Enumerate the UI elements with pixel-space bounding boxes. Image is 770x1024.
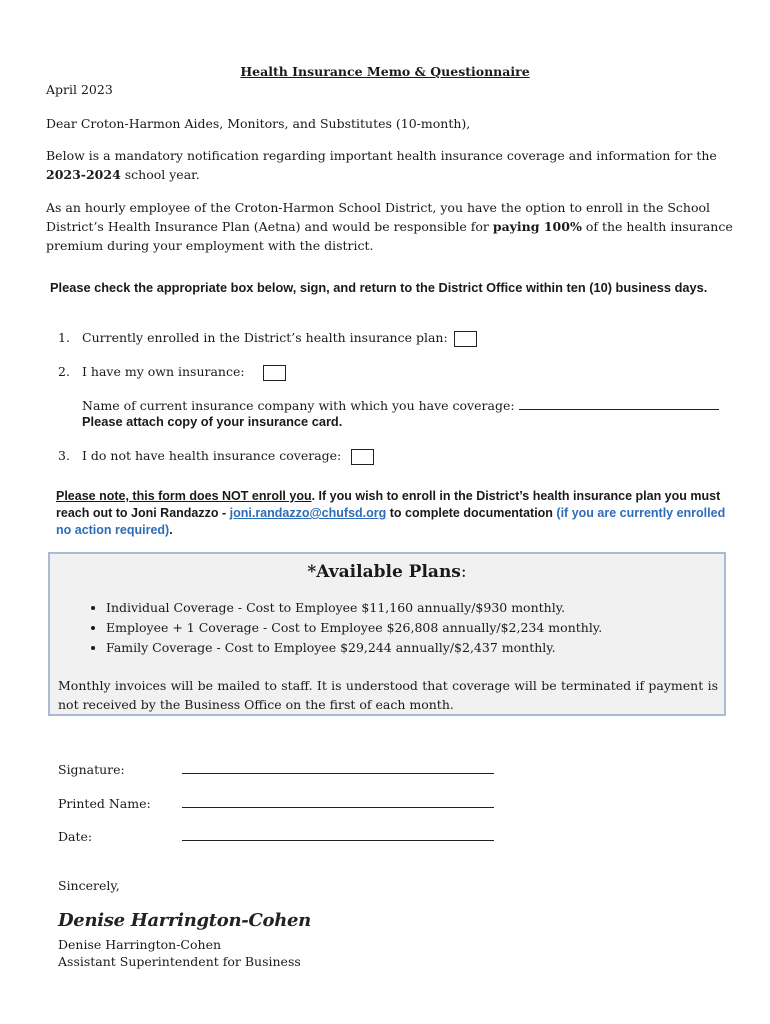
paragraph-text: Below is a mandatory notification regarding important health insurance coverage and information for the — [46, 148, 717, 163]
item-number: 2. — [58, 364, 70, 379]
item-label: Currently enrolled in the District’s health insurance plan: — [82, 330, 448, 345]
company-prompt: Name of current insurance company with which you have coverage: — [82, 398, 515, 413]
signature-row — [58, 761, 494, 777]
paragraph-text: As an hourly employee of the Croton-Harmon School District, you have the option to enroll in the School District’s Health Insurance Plan (Aetna) and would be responsible for — [46, 200, 711, 234]
instruction-text: Please check the appropriate box below, sign, and return to the District Office within ten (10) business days. — [50, 280, 708, 295]
plan-item: • Individual Coverage - Cost to Employee $11,160 annually/$930 monthly. — [106, 598, 602, 618]
enrollment-notice — [56, 488, 726, 539]
insurance-company-field[interactable] — [519, 397, 719, 410]
no-coverage-checkbox[interactable] — [351, 449, 374, 465]
plans-list — [80, 598, 602, 658]
item-number: 1. — [58, 330, 70, 345]
date-field[interactable] — [182, 828, 494, 841]
premium-emphasis: paying 100% — [492, 219, 582, 234]
item-label: I have my own insurance: — [82, 364, 245, 379]
plans-note: Monthly invoices will be mailed to staff. It is understood that coverage will be terminated if payment is not received by the Business Office on the first of each month. — [58, 678, 718, 712]
plan-item: • Employee + 1 Coverage - Cost to Employee $26,808 annually/$2,234 monthly. — [106, 618, 602, 638]
item-label: I do not have health insurance coverage: — [82, 448, 342, 463]
attach-note: Please attach copy of your insurance card. — [82, 414, 343, 429]
option-item-3 — [58, 448, 374, 465]
handwritten-signature: Denise Harrington-Cohen — [58, 910, 311, 931]
closing: Sincerely, — [58, 878, 120, 893]
date-label: Date: — [58, 829, 93, 844]
salutation: Dear Croton-Harmon Aides, Monitors, and Substitutes (10-month), — [46, 116, 471, 131]
notice-end: . — [169, 523, 173, 537]
printed-name-row — [58, 795, 494, 811]
available-plans-box — [48, 552, 726, 716]
notice-underlined: Please note, this form does NOT enroll you — [56, 489, 312, 503]
signature-field[interactable] — [182, 761, 494, 774]
signer-title: Assistant Superintendent for Business — [58, 954, 301, 969]
plan-item: • Family Coverage - Cost to Employee $29,244 annually/$2,437 monthly. — [106, 638, 602, 658]
option-item-2 — [58, 364, 286, 381]
plans-title: *Available Plans: — [307, 562, 467, 582]
item-number: 3. — [58, 448, 70, 463]
paragraph-school-year — [46, 146, 736, 184]
signer-name: Denise Harrington-Cohen — [58, 937, 222, 952]
paragraph-text-end: school year. — [120, 167, 200, 182]
own-insurance-checkbox[interactable] — [263, 365, 286, 381]
school-year: 2023-2024 — [46, 167, 121, 182]
signature-label: Signature: — [58, 762, 125, 777]
option-item-1 — [58, 330, 477, 347]
memo-date: April 2023 — [46, 82, 113, 97]
enrolled-checkbox[interactable] — [454, 331, 477, 347]
paragraph-text-end: of the health insurance premium during your employment with the district. — [46, 219, 733, 253]
document-title: Health Insurance Memo & Questionnaire — [240, 64, 530, 79]
insurance-company-row — [82, 397, 719, 413]
notice-blue: (if you are currently enrolled no action required) — [56, 506, 726, 537]
notice-text-2: to complete documentation — [386, 506, 557, 520]
email-link[interactable]: joni.randazzo@chufsd.org — [229, 506, 387, 520]
printed-name-label: Printed Name: — [58, 796, 151, 811]
printed-name-field[interactable] — [182, 795, 494, 808]
date-row — [58, 828, 494, 844]
paragraph-eligibility — [46, 198, 736, 255]
notice-text: . If you wish to enroll in the District’s health insurance plan you must reach out to Joni Randazzo - — [56, 489, 721, 520]
